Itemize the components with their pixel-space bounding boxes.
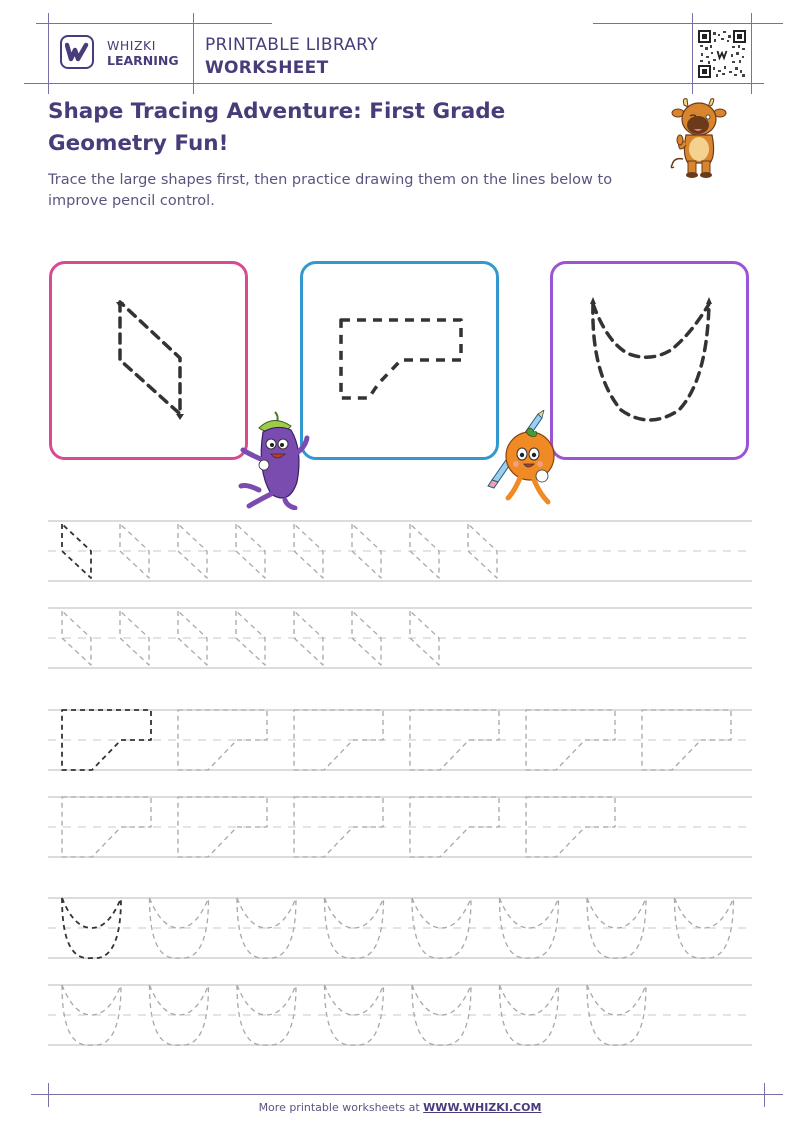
footer-link[interactable]: WWW.WHIZKI.COM: [423, 1101, 542, 1114]
footer-text: More printable worksheets at: [258, 1101, 424, 1114]
brand-line-1: WHIZKI: [107, 38, 156, 53]
practice-row: [48, 521, 752, 581]
library-line-1: PRINTABLE LIBRARY: [205, 35, 378, 55]
quadrilateral-notched-trace-icon: [526, 710, 615, 770]
practice-row: [48, 710, 752, 770]
worksheet-instructions: Trace the large shapes first, then practice drawing them on the lines below to improve pencil control.: [48, 172, 613, 209]
practice-row: [48, 985, 752, 1045]
library-line-2: WORKSHEET: [205, 58, 329, 78]
quadrilateral-notched-trace-icon: [178, 710, 267, 770]
brand-line-2: LEARNING: [107, 53, 179, 68]
practice-row: [48, 898, 752, 958]
quadrilateral-notched-trace-icon: [526, 797, 615, 857]
worksheet-title: Shape Tracing Adventure: First Grade Geometry Fun!: [48, 99, 506, 156]
quadrilateral-notched-trace-icon: [178, 797, 267, 857]
quadrilateral-notched-trace-icon: [62, 797, 151, 857]
footer: [0, 1101, 800, 1114]
practice-row: [48, 797, 752, 857]
quadrilateral-notched-trace-icon: [62, 710, 151, 770]
practice-row: [48, 608, 752, 668]
footer-rule: [31, 1094, 783, 1095]
